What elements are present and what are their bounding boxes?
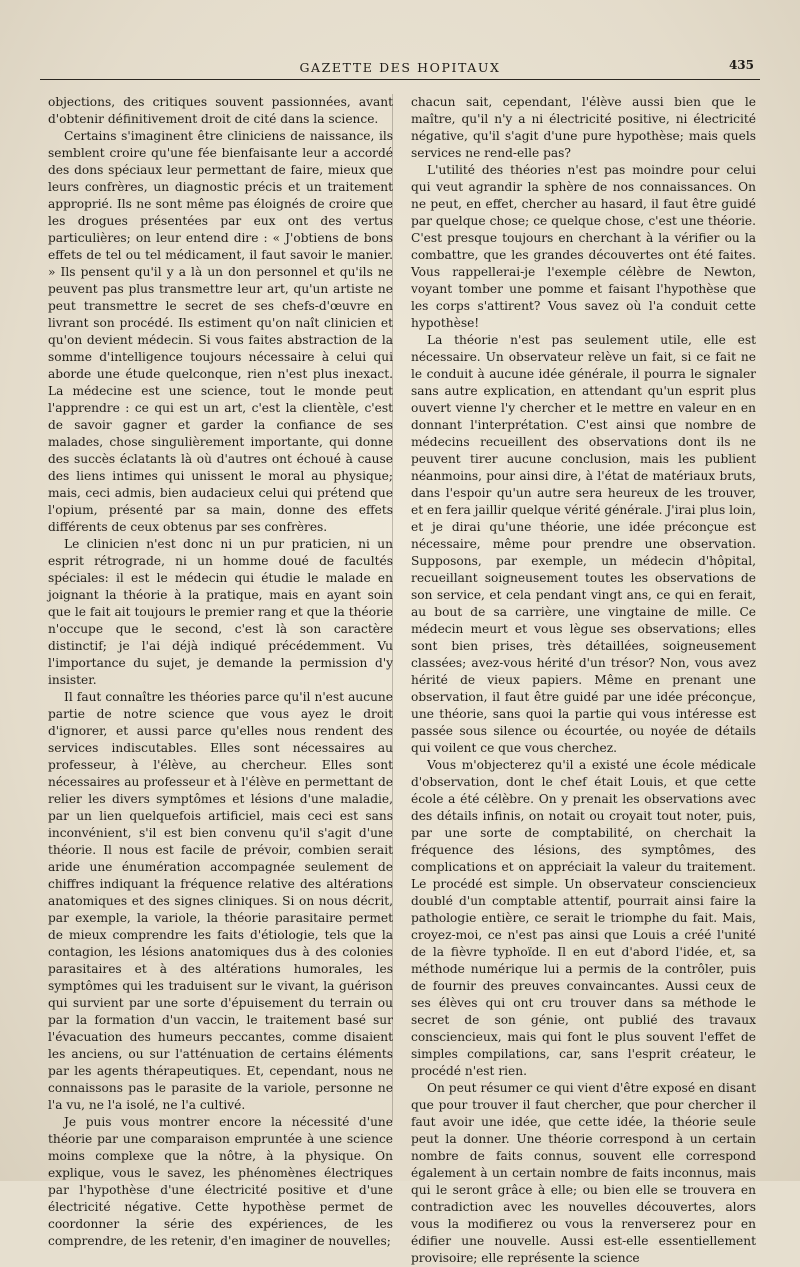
paragraph: On peut résumer ce qui vient d'être exposé en disant que pour trouver il faut chercher, que pour chercher il faut avoir une idée, que cette idée, la théorie seule peut la donner. Une théorie correspond à un certain nombre de faits connus, souvent elle correspond également à un certain nombre de faits inconnus, mais qui le seront grâce à elle; ou bien elle se trouvera en contradiction avec les nouvelles découvertes, alors vous la modifierez ou vous la renverserez pour en édifier une nouvelle. Aussi est-elle essentiellement provisoire; elle représente la science (411, 1081, 756, 1265)
paragraph: Vous m'objecterez qu'il a existé une école médicale d'observation, dont le chef était Louis, et que cette école a été célèbre. On y prenait les observations avec des détails infinis, on notait ou croyait tout noter, puis, par une sorte de comptabilité, on cherchait la fréquence des lésions, des symptômes, des complications et on appréciait la valeur du traitement. Le procédé est simple. Un observateur consciencieux doublé d'un comptable attentif, pourrait ainsi faire la pathologie entière, ce serait le triomphe du fait. Mais, croyez-moi, ce n'est pas ainsi que Louis a créé l'unité de la fièvre typhoïde. Il en eut d'abord l'idée, et, sa méthode numérique lui a permis de la contrôler, puis de fournir des preuves convaincantes. Aussi ceux de ses élèves qui ont cru trouver dans sa méthode le secret de son génie, ont publié des travaux consciencieux, mais qui font le plus souvent l'effet de simples compilations, car, sans l'esprit créateur, le procédé n'est rien. (411, 758, 756, 1078)
page-number: 435 (728, 58, 754, 72)
paragraph: chacun sait, cependant, l'élève aussi bien que le maître, qu'il n'y a ni électricité positive, ni électricité négative, qu'il s'agit d'une pure hypothèse; mais quels services ne rend-elle pas? (411, 95, 756, 160)
left-column (48, 94, 393, 1248)
paragraph: Le clinicien n'est donc ni un pur praticien, ni un esprit rétrograde, ni un homme doué de facultés spéciales: il est le médecin qui étudie le malade en joignant la théorie à la pratique, mais en ayant soin que le fait ait toujours le premier rang et que la théorie n'occupe que le second, c'est là son caractère distinctif; je l'ai déjà indiqué précédemment. Vu l'importance du sujet, je demande la permission d'y insister. (48, 537, 393, 687)
paragraph: Il faut connaître les théories parce qu'il n'est aucune partie de notre science que vous ayez le droit d'ignorer, et aussi parce qu'elles nous rendent des services indiscutables. Elles sont nécessaires au professeur, à l'élève, au chercheur. Elles sont nécessaires au professeur et à l'élève en permettant de relier les divers symptômes et lésions d'une maladie, par un lien quelquefois artificiel, mais ceci est sans inconvénient, s'il est bien convenu qu'il s'agit d'une théorie. Il nous est facile de prévoir, combien serait aride une énumération accompagnée seulement de chiffres indiquant la fréquence relative des altérations anatomiques et des signes cliniques. Si on nous décrit, par exemple, la variole, la théorie parasitaire permet de mieux comprendre les faits d'étiologie, tels que la contagion, les lésions anatomiques dus à des colonies parasitaires et à des altérations humorales, les symptômes qui les traduisent sur le vivant, la guérison qui survient par une sorte d'épuisement du terrain ou par la formation d'un vaccin, le traitement basé sur l'évacuation des humeurs peccantes, comme disaient les anciens, ou sur l'atténuation de certains éléments par les agents thérapeutiques. Et, cependant, nous ne connaissons pas le parasite de la variole, personne ne l'a vu, ne l'a isolé, ne l'a cultivé. (48, 690, 393, 1112)
right-column (411, 94, 756, 1265)
running-title: GAZETTE DES HOPITAUX (299, 60, 501, 75)
paragraph: objections, des critiques souvent passionnées, avant d'obtenir définitivement droit de cité dans la science. (48, 95, 393, 126)
paragraph: Je puis vous montrer encore la nécessité d'une théorie par une comparaison empruntée à une science moins complexe que la nôtre, à la physique. On explique, vous le savez, les phénomènes électriques par l'hypothèse d'une électricité positive et d'une électricité négative. Cette hypothèse permet de coordonner la série des expériences, de les comprendre, de les retenir, d'en imaginer de nouvelles; (48, 1115, 393, 1248)
paragraph: Certains s'imaginent être cliniciens de naissance, ils semblent croire qu'une fée bienfaisante leur a accordé des dons spéciaux leur permettant de faire, mieux que leurs confrères, un diagnostic précis et un traitement approprié. Ils ne sont même pas éloignés de croire que les drogues présentées par eux ont des vertus particulières; on leur entend dire : « J'obtiens de bons effets de tel ou tel médicament, il faut savoir le manier. » Ils pensent qu'il y a là un don personnel et qu'ils ne peuvent pas plus transmettre leur art, qu'un artiste ne peut transmettre le secret de ses chefs-d'œuvre en livrant son procédé. Ils estiment qu'on naît clinicien et qu'on devient médecin. Si vous faites abstraction de la somme d'intelligence toujours nécessaire à celui qui aborde une étude quelconque, rien n'est plus inexact. La médecine est une science, tout le monde peut l'apprendre : ce qui est un art, c'est la clientèle, c'est de savoir gagner et garder la confiance de ses malades, chose singulièrement importante, qui donne des succès éclatants là où d'autres ont échoué à cause des liens intimes qui unissent le moral au physique; mais, ceci admis, bien audacieux celui qui prétend que l'opium, présenté par sa main, donne des effets différents de ceux obtenus par ses confrères. (48, 129, 393, 534)
header-rule (40, 79, 760, 80)
paragraph: La théorie n'est pas seulement utile, elle est nécessaire. Un observateur relève un fait, si ce fait ne le conduit à aucune idée générale, il pourra le signaler sans autre explication, en attendant qu'un esprit plus ouvert vienne l'y chercher et le mettre en valeur en en donnant l'interprétation. C'est ainsi que nombre de médecins recueillent des observations dont ils ne peuvent tirer aucune conclusion, mais les publient néanmoins, pour ainsi dire, à l'état de matériaux bruts, dans l'espoir qu'un autre sera heureux de les trouver, et en fera jaillir quelque vérité générale. J'irai plus loin, et je dirai qu'une théorie, une idée préconçue est nécessaire, même pour prendre une observation. Supposons, par exemple, un médecin d'hôpital, recueillant soigneusement toutes les observations de son service, et cela pendant vingt ans, ce qui en ferait, au bout de sa carrière, une vingtaine de mille. Ce médecin meurt et vous lègue ses observations; elles sont bien prises, très détaillées, soigneusement classées; avez-vous hérité d'un trésor? Non, vous avez hérité de vieux papiers. Même en prenant une observation, il faut être guidé par une idée préconçue, une théorie, sans quoi la partie qui vous intéresse est passée sous silence ou écourtée, ou noyée de détails qui voilent ce que vous cherchez. (411, 333, 756, 755)
text-columns (48, 94, 756, 1265)
paragraph: L'utilité des théories n'est pas moindre pour celui qui veut agrandir la sphère de nos connaissances. On ne peut, en effet, chercher au hasard, il faut être guidé par quelque chose; ce quelque chose, c'est une théorie. C'est presque toujours en cherchant à la vérifier ou la combattre, que les grandes découvertes ont été faites. Vous rappellerai-je l'exemple célèbre de Newton, voyant tomber une pomme et faisant l'hypothèse que les corps s'attirent? Vous savez où l'a conduit cette hypothèse! (411, 163, 756, 330)
page-header (0, 52, 800, 82)
